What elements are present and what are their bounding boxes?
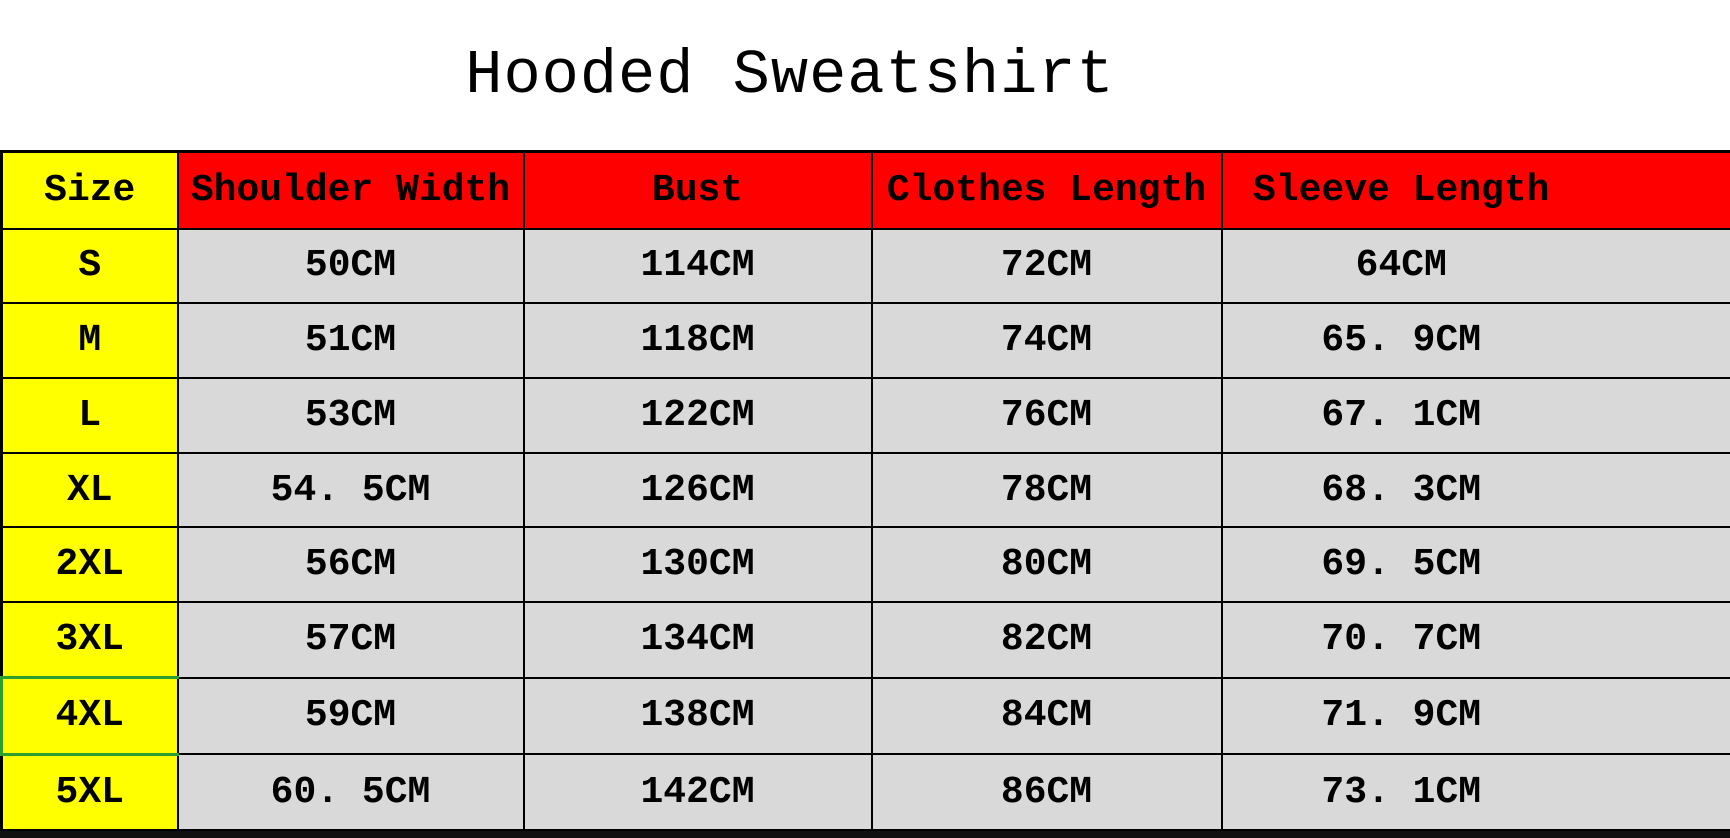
sleeve-length-cell: 65. 9CM	[1222, 303, 1730, 378]
shoulder-width-cell: 51CM	[178, 303, 524, 378]
shoulder-width-cell: 56CM	[178, 527, 524, 602]
table-row-xl	[2, 453, 1730, 528]
clothes-length-cell: 80CM	[872, 527, 1222, 602]
shoulder-width-cell: 50CM	[178, 229, 524, 304]
bust-cell: 142CM	[524, 754, 872, 830]
sleeve-length-cell: 73. 1CM	[1222, 754, 1730, 830]
bust-cell: 114CM	[524, 229, 872, 304]
size-cell: L	[2, 378, 178, 453]
bust-cell: 134CM	[524, 602, 872, 678]
size-cell: M	[2, 303, 178, 378]
size-cell: 4XL	[2, 678, 178, 754]
table-row-5xl	[2, 754, 1730, 830]
sleeve-length-cell: 70. 7CM	[1222, 602, 1730, 678]
size-cell: 5XL	[2, 754, 178, 830]
size-cell: XL	[2, 453, 178, 528]
sleeve-length-cell: 68. 3CM	[1222, 453, 1730, 528]
clothes-length-cell: 86CM	[872, 754, 1222, 830]
table-row-3xl	[2, 602, 1730, 678]
clothes-length-cell: 84CM	[872, 678, 1222, 754]
size-cell: 3XL	[2, 602, 178, 678]
shoulder-width-cell: 53CM	[178, 378, 524, 453]
clothes-length-cell: 82CM	[872, 602, 1222, 678]
table-row-l	[2, 378, 1730, 453]
column-header-size: Size	[2, 152, 178, 229]
bust-cell: 130CM	[524, 527, 872, 602]
column-header-shoulder-width: Shoulder Width	[178, 152, 524, 229]
size-cell: S	[2, 229, 178, 304]
clothes-length-cell: 74CM	[872, 303, 1222, 378]
bottom-edge-bar	[0, 831, 1730, 838]
shoulder-width-cell: 59CM	[178, 678, 524, 754]
clothes-length-cell: 78CM	[872, 453, 1222, 528]
shoulder-width-cell: 60. 5CM	[178, 754, 524, 830]
column-header-bust: Bust	[524, 152, 872, 229]
clothes-length-cell: 76CM	[872, 378, 1222, 453]
clothes-length-cell: 72CM	[872, 229, 1222, 304]
sleeve-length-cell: 69. 5CM	[1222, 527, 1730, 602]
bust-cell: 126CM	[524, 453, 872, 528]
bust-cell: 122CM	[524, 378, 872, 453]
table-row-m	[2, 303, 1730, 378]
column-header-clothes-length: Clothes Length	[872, 152, 1222, 229]
table-row-s	[2, 229, 1730, 304]
size-cell: 2XL	[2, 527, 178, 602]
column-header-sleeve-length: Sleeve Length	[1222, 152, 1730, 229]
bust-cell: 118CM	[524, 303, 872, 378]
shoulder-width-cell: 54. 5CM	[178, 453, 524, 528]
title-bar	[0, 0, 1580, 150]
table-row-4xl	[2, 678, 1730, 754]
bust-cell: 138CM	[524, 678, 872, 754]
table-header-row	[2, 152, 1730, 229]
sleeve-length-cell: 71. 9CM	[1222, 678, 1730, 754]
shoulder-width-cell: 57CM	[178, 602, 524, 678]
sleeve-length-cell: 67. 1CM	[1222, 378, 1730, 453]
sleeve-length-cell: 64CM	[1222, 229, 1730, 304]
table-row-2xl	[2, 527, 1730, 602]
page-title: Hooded Sweatshirt	[465, 39, 1115, 111]
size-chart-table	[0, 150, 1730, 832]
